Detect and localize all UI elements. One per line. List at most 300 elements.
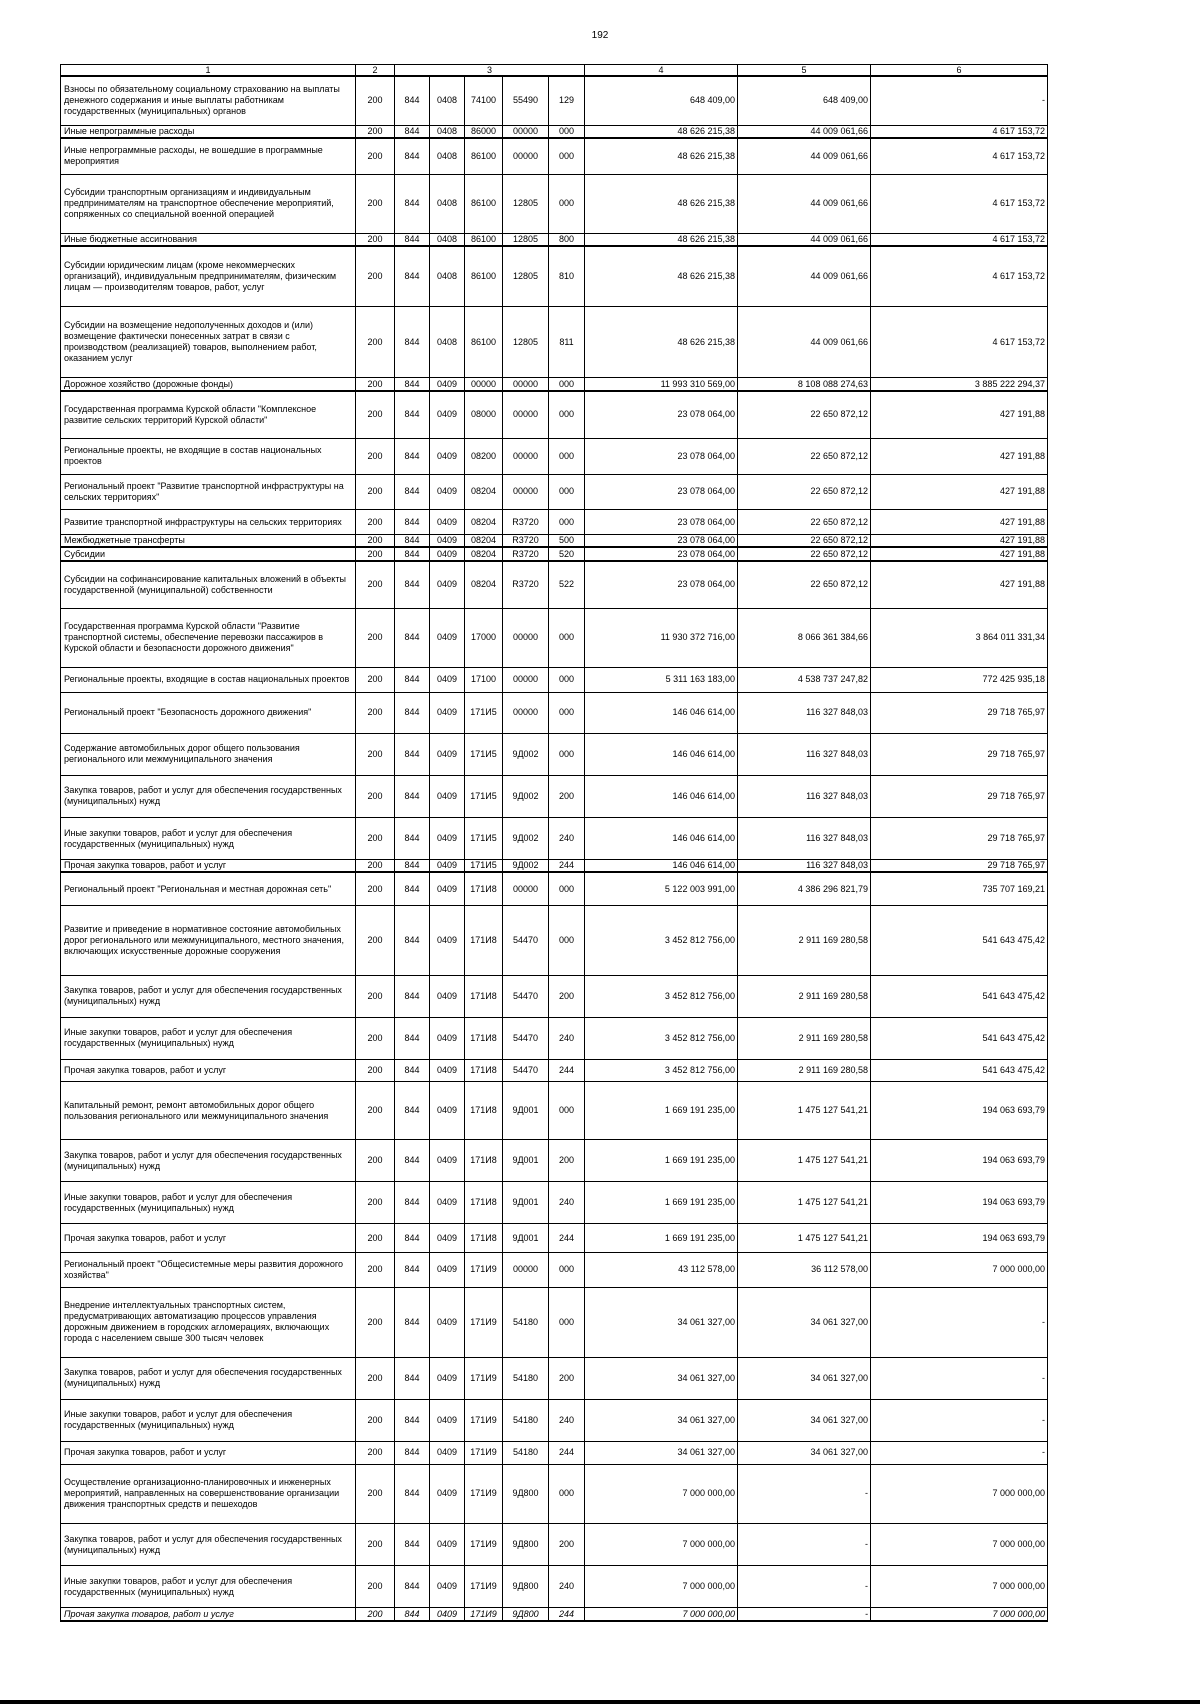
row-col2: 200 — [356, 905, 395, 975]
row-name: Иные закупки товаров, работ и услуг для обеспечения государственных (муниципальных) нужд — [61, 1399, 356, 1441]
table-row — [61, 391, 1048, 438]
row-program-code: 171И8 — [465, 975, 503, 1017]
row-direction-code: 00000 — [503, 138, 549, 174]
header-col-2: 2 — [356, 65, 395, 77]
row-expense-type: 000 — [549, 378, 585, 391]
row-amount-col5: 22 650 872,12 — [738, 535, 871, 548]
row-program-code: 171И9 — [465, 1357, 503, 1399]
row-amount-col6: - — [871, 1357, 1048, 1399]
row-amount-col5: - — [738, 1566, 871, 1608]
row-direction-code: 54470 — [503, 975, 549, 1017]
row-name: Капитальный ремонт, ремонт автомобильных дорог общего пользования регионального или межмуниципального значения — [61, 1082, 356, 1140]
row-amount-col5: 4 538 737 247,82 — [738, 668, 871, 693]
row-name: Прочая закупка товаров, работ и услуг — [61, 1608, 356, 1621]
row-expense-type: 000 — [549, 692, 585, 733]
row-amount-col4: 7 000 000,00 — [585, 1524, 738, 1566]
row-amount-col5: - — [738, 1524, 871, 1566]
row-col2: 200 — [356, 860, 395, 873]
row-direction-code: R3720 — [503, 547, 549, 560]
table-row — [61, 1140, 1048, 1182]
row-ved-code: 844 — [395, 234, 430, 247]
row-amount-col6: 427 191,88 — [871, 510, 1048, 535]
row-col2: 200 — [356, 872, 395, 905]
row-ved-code: 844 — [395, 1059, 430, 1082]
table-row — [61, 1399, 1048, 1441]
row-program-code: 08204 — [465, 510, 503, 535]
row-ved-code: 844 — [395, 1287, 430, 1357]
row-name: Региональные проекты, входящие в состав национальных проектов — [61, 668, 356, 693]
row-amount-col6: 7 000 000,00 — [871, 1566, 1048, 1608]
row-ved-code: 844 — [395, 378, 430, 391]
row-direction-code: 9Д002 — [503, 775, 549, 817]
row-amount-col6: 427 191,88 — [871, 391, 1048, 438]
row-amount-col6: 29 718 765,97 — [871, 692, 1048, 733]
table-row — [61, 138, 1048, 174]
row-expense-type: 200 — [549, 1140, 585, 1182]
table-row — [61, 1464, 1048, 1524]
row-direction-code: 54180 — [503, 1399, 549, 1441]
row-program-code: 171И8 — [465, 905, 503, 975]
row-program-code: 171И8 — [465, 1082, 503, 1140]
row-col2: 200 — [356, 246, 395, 306]
row-program-code: 171И9 — [465, 1441, 503, 1464]
row-amount-col5: 4 386 296 821,79 — [738, 872, 871, 905]
row-amount-col6: 7 000 000,00 — [871, 1608, 1048, 1621]
row-amount-col6: 4 617 153,72 — [871, 246, 1048, 306]
table-row — [61, 1182, 1048, 1224]
row-amount-col5: 8 066 361 384,66 — [738, 608, 871, 668]
row-name: Субсидии — [61, 547, 356, 560]
row-amount-col4: 1 669 191 235,00 — [585, 1140, 738, 1182]
row-amount-col5: 2 911 169 280,58 — [738, 1017, 871, 1059]
row-amount-col6: 4 617 153,72 — [871, 306, 1048, 378]
row-ved-code: 844 — [395, 1224, 430, 1253]
row-name: Закупка товаров, работ и услуг для обеспечения государственных (муниципальных) нужд — [61, 1140, 356, 1182]
table-row — [61, 733, 1048, 775]
row-amount-col5: 2 911 169 280,58 — [738, 1059, 871, 1082]
table-row — [61, 608, 1048, 668]
row-col2: 200 — [356, 391, 395, 438]
row-expense-type: 240 — [549, 818, 585, 860]
row-col2: 200 — [356, 76, 395, 125]
row-ved-code: 844 — [395, 246, 430, 306]
row-section-code: 0409 — [430, 438, 465, 474]
row-section-code: 0409 — [430, 1399, 465, 1441]
table-row — [61, 818, 1048, 860]
row-amount-col5: 2 911 169 280,58 — [738, 905, 871, 975]
table-row — [61, 1059, 1048, 1082]
row-amount-col5: 44 009 061,66 — [738, 246, 871, 306]
row-amount-col4: 48 626 215,38 — [585, 138, 738, 174]
row-ved-code: 844 — [395, 1399, 430, 1441]
row-amount-col5: 1 475 127 541,21 — [738, 1182, 871, 1224]
row-ved-code: 844 — [395, 138, 430, 174]
row-expense-type: 500 — [549, 535, 585, 548]
row-amount-col5: 44 009 061,66 — [738, 138, 871, 174]
row-amount-col4: 48 626 215,38 — [585, 234, 738, 247]
row-col2: 200 — [356, 608, 395, 668]
row-section-code: 0409 — [430, 1608, 465, 1621]
row-section-code: 0409 — [430, 692, 465, 733]
row-amount-col5: 34 061 327,00 — [738, 1357, 871, 1399]
row-amount-col6: 29 718 765,97 — [871, 775, 1048, 817]
row-amount-col5: 22 650 872,12 — [738, 391, 871, 438]
row-program-code: 08204 — [465, 474, 503, 510]
row-ved-code: 844 — [395, 872, 430, 905]
row-program-code: 00000 — [465, 378, 503, 391]
row-name: Государственная программа Курской области "Комплексное развитие сельских территорий Курской области" — [61, 391, 356, 438]
row-col2: 200 — [356, 1399, 395, 1441]
row-amount-col6: 7 000 000,00 — [871, 1252, 1048, 1287]
row-section-code: 0409 — [430, 561, 465, 608]
row-ved-code: 844 — [395, 818, 430, 860]
row-direction-code: 9Д002 — [503, 818, 549, 860]
row-amount-col5: - — [738, 1608, 871, 1621]
row-amount-col5: 116 327 848,03 — [738, 733, 871, 775]
row-ved-code: 844 — [395, 1464, 430, 1524]
row-expense-type: 811 — [549, 306, 585, 378]
row-col2: 200 — [356, 1441, 395, 1464]
row-ved-code: 844 — [395, 1566, 430, 1608]
row-direction-code: 9Д002 — [503, 733, 549, 775]
row-section-code: 0409 — [430, 547, 465, 560]
row-section-code: 0409 — [430, 975, 465, 1017]
row-ved-code: 844 — [395, 561, 430, 608]
table-row — [61, 1287, 1048, 1357]
row-section-code: 0409 — [430, 608, 465, 668]
row-program-code: 17000 — [465, 608, 503, 668]
row-amount-col5: 1 475 127 541,21 — [738, 1082, 871, 1140]
row-amount-col6: 772 425 935,18 — [871, 668, 1048, 693]
row-program-code: 171И5 — [465, 775, 503, 817]
row-ved-code: 844 — [395, 510, 430, 535]
row-section-code: 0409 — [430, 905, 465, 975]
row-name: Региональный проект "Региональная и местная дорожная сеть" — [61, 872, 356, 905]
row-expense-type: 000 — [549, 1082, 585, 1140]
row-section-code: 0409 — [430, 733, 465, 775]
row-expense-type: 200 — [549, 1357, 585, 1399]
row-amount-col5: 648 409,00 — [738, 76, 871, 125]
row-col2: 200 — [356, 668, 395, 693]
row-col2: 200 — [356, 535, 395, 548]
row-amount-col5: 22 650 872,12 — [738, 561, 871, 608]
row-direction-code: 00000 — [503, 125, 549, 138]
table-row — [61, 860, 1048, 873]
row-ved-code: 844 — [395, 692, 430, 733]
row-amount-col5: 34 061 327,00 — [738, 1399, 871, 1441]
row-direction-code: 12805 — [503, 234, 549, 247]
row-ved-code: 844 — [395, 1441, 430, 1464]
row-amount-col5: 22 650 872,12 — [738, 547, 871, 560]
row-amount-col4: 23 078 064,00 — [585, 510, 738, 535]
row-section-code: 0409 — [430, 1441, 465, 1464]
row-amount-col4: 34 061 327,00 — [585, 1399, 738, 1441]
row-amount-col6: - — [871, 1287, 1048, 1357]
row-amount-col4: 34 061 327,00 — [585, 1441, 738, 1464]
row-expense-type: 240 — [549, 1566, 585, 1608]
header-col-4: 4 — [585, 65, 738, 77]
row-direction-code: R3720 — [503, 510, 549, 535]
row-amount-col4: 7 000 000,00 — [585, 1464, 738, 1524]
row-amount-col4: 5 122 003 991,00 — [585, 872, 738, 905]
row-section-code: 0409 — [430, 510, 465, 535]
row-name: Субсидии юридическим лицам (кроме некоммерческих организаций), индивидуальным предпринимателям, физическим лицам — производителям товаров, работ, услуг — [61, 246, 356, 306]
row-col2: 200 — [356, 474, 395, 510]
row-expense-type: 244 — [549, 1608, 585, 1621]
header-col-3: 3 — [395, 65, 585, 77]
row-ved-code: 844 — [395, 1524, 430, 1566]
row-section-code: 0409 — [430, 1059, 465, 1082]
row-amount-col5: 1 475 127 541,21 — [738, 1224, 871, 1253]
row-section-code: 0408 — [430, 138, 465, 174]
row-ved-code: 844 — [395, 547, 430, 560]
row-expense-type: 520 — [549, 547, 585, 560]
row-col2: 200 — [356, 138, 395, 174]
table-row — [61, 76, 1048, 125]
row-name: Закупка товаров, работ и услуг для обеспечения государственных (муниципальных) нужд — [61, 775, 356, 817]
row-col2: 200 — [356, 1357, 395, 1399]
row-name: Субсидии на софинансирование капитальных вложений в объекты государственной (муниципальной) собственности — [61, 561, 356, 608]
row-expense-type: 200 — [549, 975, 585, 1017]
row-direction-code: 54470 — [503, 905, 549, 975]
row-program-code: 08204 — [465, 535, 503, 548]
row-col2: 200 — [356, 1182, 395, 1224]
row-amount-col5: 44 009 061,66 — [738, 125, 871, 138]
row-expense-type: 000 — [549, 438, 585, 474]
row-section-code: 0409 — [430, 1224, 465, 1253]
row-program-code: 86100 — [465, 174, 503, 234]
row-col2: 200 — [356, 234, 395, 247]
row-amount-col4: 7 000 000,00 — [585, 1608, 738, 1621]
row-direction-code: 54470 — [503, 1059, 549, 1082]
row-amount-col5: 116 327 848,03 — [738, 775, 871, 817]
row-program-code: 171И9 — [465, 1252, 503, 1287]
row-amount-col6: 194 063 693,79 — [871, 1224, 1048, 1253]
table-row — [61, 1524, 1048, 1566]
row-program-code: 86000 — [465, 125, 503, 138]
row-program-code: 08204 — [465, 561, 503, 608]
row-section-code: 0409 — [430, 1566, 465, 1608]
row-amount-col4: 3 452 812 756,00 — [585, 1017, 738, 1059]
row-amount-col5: 44 009 061,66 — [738, 306, 871, 378]
row-direction-code: R3720 — [503, 535, 549, 548]
table-row — [61, 1608, 1048, 1621]
table-row — [61, 234, 1048, 247]
table-row — [61, 1252, 1048, 1287]
table-row — [61, 306, 1048, 378]
row-ved-code: 844 — [395, 474, 430, 510]
row-expense-type: 240 — [549, 1182, 585, 1224]
row-name: Прочая закупка товаров, работ и услуг — [61, 860, 356, 873]
row-amount-col6: - — [871, 1441, 1048, 1464]
table-row — [61, 692, 1048, 733]
row-section-code: 0409 — [430, 1287, 465, 1357]
row-amount-col4: 48 626 215,38 — [585, 306, 738, 378]
row-ved-code: 844 — [395, 535, 430, 548]
row-section-code: 0409 — [430, 860, 465, 873]
row-col2: 200 — [356, 1252, 395, 1287]
row-ved-code: 844 — [395, 775, 430, 817]
row-amount-col4: 1 669 191 235,00 — [585, 1182, 738, 1224]
row-section-code: 0409 — [430, 668, 465, 693]
row-amount-col6: 427 191,88 — [871, 547, 1048, 560]
row-name: Закупка товаров, работ и услуг для обеспечения государственных (муниципальных) нужд — [61, 975, 356, 1017]
row-col2: 200 — [356, 561, 395, 608]
row-direction-code: 00000 — [503, 1252, 549, 1287]
row-expense-type: 244 — [549, 1059, 585, 1082]
row-amount-col6: 427 191,88 — [871, 438, 1048, 474]
row-amount-col6: 3 885 222 294,37 — [871, 378, 1048, 391]
row-col2: 200 — [356, 378, 395, 391]
row-amount-col6: 3 864 011 331,34 — [871, 608, 1048, 668]
row-amount-col4: 146 046 614,00 — [585, 775, 738, 817]
row-direction-code: 00000 — [503, 474, 549, 510]
row-section-code: 0408 — [430, 76, 465, 125]
row-program-code: 86100 — [465, 234, 503, 247]
row-program-code: 08204 — [465, 547, 503, 560]
row-section-code: 0408 — [430, 234, 465, 247]
row-name: Иные бюджетные ассигнования — [61, 234, 356, 247]
row-col2: 200 — [356, 733, 395, 775]
row-name: Развитие транспортной инфраструктуры на сельских территориях — [61, 510, 356, 535]
row-ved-code: 844 — [395, 306, 430, 378]
row-program-code: 171И9 — [465, 1399, 503, 1441]
row-amount-col4: 146 046 614,00 — [585, 860, 738, 873]
row-program-code: 86100 — [465, 246, 503, 306]
row-amount-col6: - — [871, 1399, 1048, 1441]
row-name: Иные непрограммные расходы, не вошедшие в программные мероприятия — [61, 138, 356, 174]
row-amount-col5: - — [738, 1464, 871, 1524]
row-expense-type: 000 — [549, 138, 585, 174]
row-direction-code: 12805 — [503, 174, 549, 234]
row-amount-col6: 194 063 693,79 — [871, 1082, 1048, 1140]
header-row — [61, 65, 1048, 77]
row-name: Государственная программа Курской области "Развитие транспортной системы, обеспечение перевозки пассажиров в Курской области и безопасности дорожного движения" — [61, 608, 356, 668]
row-amount-col6: 541 643 475,42 — [871, 1059, 1048, 1082]
row-amount-col5: 36 112 578,00 — [738, 1252, 871, 1287]
row-program-code: 171И8 — [465, 1140, 503, 1182]
row-expense-type: 200 — [549, 1524, 585, 1566]
row-col2: 200 — [356, 1017, 395, 1059]
row-program-code: 171И9 — [465, 1524, 503, 1566]
row-col2: 200 — [356, 1059, 395, 1082]
row-name: Иные закупки товаров, работ и услуг для обеспечения государственных (муниципальных) нужд — [61, 818, 356, 860]
row-amount-col4: 34 061 327,00 — [585, 1357, 738, 1399]
row-section-code: 0409 — [430, 535, 465, 548]
row-direction-code: 12805 — [503, 246, 549, 306]
row-direction-code: R3720 — [503, 561, 549, 608]
row-amount-col6: 4 617 153,72 — [871, 125, 1048, 138]
row-program-code: 08200 — [465, 438, 503, 474]
row-amount-col6: 735 707 169,21 — [871, 872, 1048, 905]
row-name: Иные непрограммные расходы — [61, 125, 356, 138]
row-amount-col5: 34 061 327,00 — [738, 1441, 871, 1464]
row-ved-code: 844 — [395, 391, 430, 438]
table-row — [61, 1357, 1048, 1399]
row-direction-code: 9Д001 — [503, 1082, 549, 1140]
row-direction-code: 00000 — [503, 692, 549, 733]
row-direction-code: 00000 — [503, 608, 549, 668]
row-amount-col6: 541 643 475,42 — [871, 1017, 1048, 1059]
table-row — [61, 438, 1048, 474]
row-direction-code: 54470 — [503, 1017, 549, 1059]
row-amount-col4: 48 626 215,38 — [585, 125, 738, 138]
row-program-code: 171И5 — [465, 733, 503, 775]
row-expense-type: 000 — [549, 872, 585, 905]
row-direction-code: 00000 — [503, 438, 549, 474]
row-amount-col6: 427 191,88 — [871, 561, 1048, 608]
row-amount-col6: 541 643 475,42 — [871, 975, 1048, 1017]
row-ved-code: 844 — [395, 1608, 430, 1621]
row-amount-col6: 541 643 475,42 — [871, 905, 1048, 975]
row-direction-code: 12805 — [503, 306, 549, 378]
row-section-code: 0409 — [430, 1252, 465, 1287]
table-row — [61, 1441, 1048, 1464]
row-col2: 200 — [356, 1224, 395, 1253]
row-ved-code: 844 — [395, 1140, 430, 1182]
row-amount-col4: 146 046 614,00 — [585, 733, 738, 775]
row-amount-col4: 23 078 064,00 — [585, 474, 738, 510]
row-amount-col4: 146 046 614,00 — [585, 692, 738, 733]
table-row — [61, 246, 1048, 306]
row-program-code: 86100 — [465, 306, 503, 378]
row-expense-type: 129 — [549, 76, 585, 125]
row-direction-code: 9Д001 — [503, 1182, 549, 1224]
row-amount-col4: 5 311 163 183,00 — [585, 668, 738, 693]
row-col2: 200 — [356, 174, 395, 234]
row-amount-col5: 22 650 872,12 — [738, 438, 871, 474]
row-expense-type: 800 — [549, 234, 585, 247]
row-expense-type: 000 — [549, 1252, 585, 1287]
row-amount-col4: 11 930 372 716,00 — [585, 608, 738, 668]
row-section-code: 0408 — [430, 246, 465, 306]
row-program-code: 171И8 — [465, 1059, 503, 1082]
table-row — [61, 668, 1048, 693]
row-amount-col5: 116 327 848,03 — [738, 818, 871, 860]
row-name: Прочая закупка товаров, работ и услуг — [61, 1059, 356, 1082]
row-col2: 200 — [356, 775, 395, 817]
row-amount-col4: 7 000 000,00 — [585, 1566, 738, 1608]
row-ved-code: 844 — [395, 438, 430, 474]
row-amount-col6: 194 063 693,79 — [871, 1182, 1048, 1224]
row-section-code: 0409 — [430, 1357, 465, 1399]
row-col2: 200 — [356, 692, 395, 733]
row-name: Прочая закупка товаров, работ и услуг — [61, 1441, 356, 1464]
row-name: Прочая закупка товаров, работ и услуг — [61, 1224, 356, 1253]
row-ved-code: 844 — [395, 860, 430, 873]
row-amount-col5: 44 009 061,66 — [738, 174, 871, 234]
row-program-code: 171И5 — [465, 692, 503, 733]
row-section-code: 0409 — [430, 1140, 465, 1182]
table-row — [61, 535, 1048, 548]
row-name: Региональный проект "Безопасность дорожного движения" — [61, 692, 356, 733]
table-row — [61, 775, 1048, 817]
row-section-code: 0408 — [430, 174, 465, 234]
row-name: Региональный проект "Общесистемные меры развития дорожного хозяйства" — [61, 1252, 356, 1287]
row-expense-type: 244 — [549, 1441, 585, 1464]
page-number: 192 — [591, 30, 609, 41]
row-amount-col6: 29 718 765,97 — [871, 860, 1048, 873]
table-row — [61, 1224, 1048, 1253]
row-section-code: 0409 — [430, 1017, 465, 1059]
table-row — [61, 872, 1048, 905]
table-row — [61, 975, 1048, 1017]
row-amount-col4: 23 078 064,00 — [585, 535, 738, 548]
row-program-code: 171И9 — [465, 1464, 503, 1524]
row-amount-col6: 4 617 153,72 — [871, 138, 1048, 174]
row-expense-type: 244 — [549, 1224, 585, 1253]
row-section-code: 0409 — [430, 1524, 465, 1566]
